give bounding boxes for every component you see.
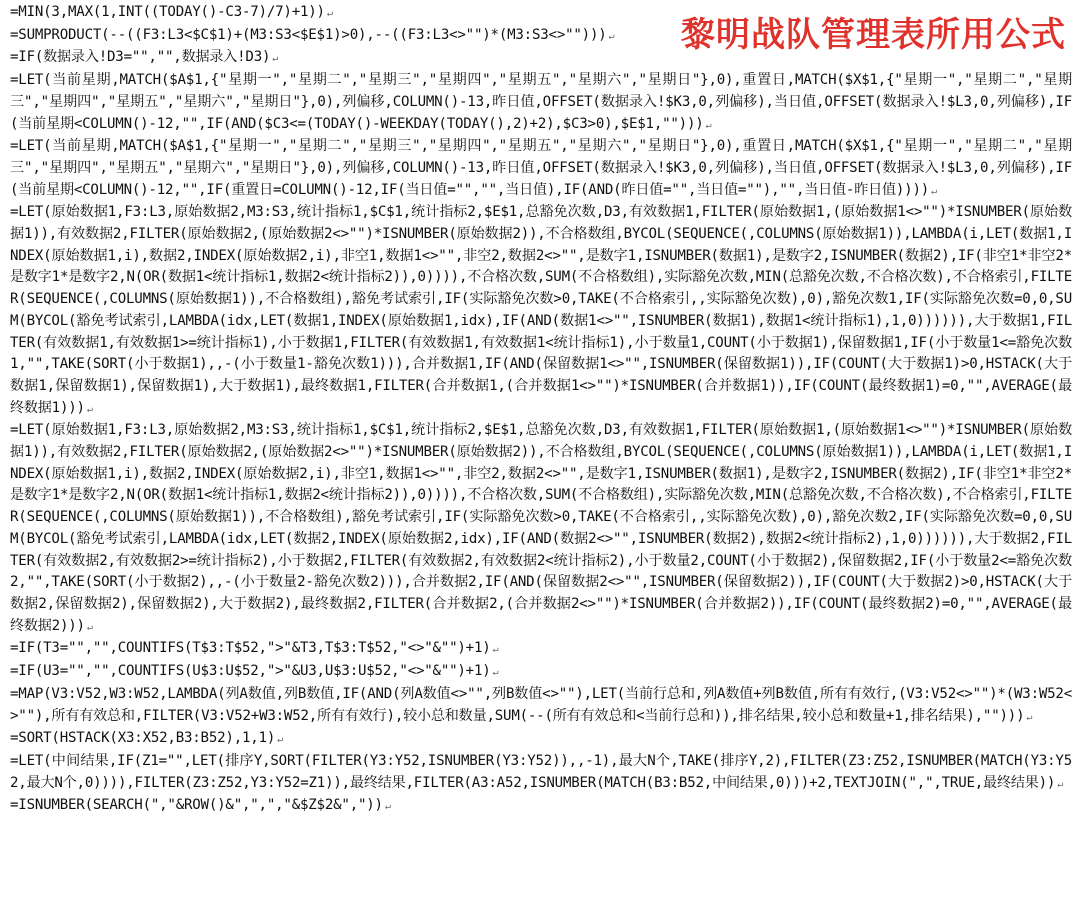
formula-line-6: =LET(原始数据1,F3:L3,原始数据2,M3:S3,统计指标1,$C$1,统计指标2,$E$1,总豁免次数,D3,有效数据1,FILTER(原始数据1,(原始数据1<>"")*ISNUMBER(原始数据1)),有效数据2,FILTER(原始数据2,(原始数据2<>"")*ISNUMBER(原始数据2)),不合格数组,BYCOL(SEQUENCE(,COLUMNS(原始数据1)),LAMBDA(i,LET(数据1,INDEX(原始数据1,i),数据2,INDEX(原始数据2,i),非空1,数据1<>"",非空2,数据2<>"",是数字1,ISNUMBER(数据1),是数字2,ISNUMBER(数据2),IF(非空1*非空2*是数字1*是数字2,N(OR(数据1<统计指标1,数据2<统计指标2)),0)))),不合格次数,SUM(不合格数组),实际豁免次数,MIN(总豁免次数,不合格次数),不合格索引,FILTER(SEQUENCE(,COLUMNS(原始数据1)),不合格数组),豁免考试索引,IF(实际豁免次数>0,TAKE(不合格索引,,实际豁免次数),0),豁免次数1,IF(实际豁免次数=0,0,SUM(BYCOL(豁免考试索引,LAMBDA(idx,LET(数据1,INDEX(原始数据1,idx),IF(AND(数据1<>"",ISNUMBER(数据1),数据1<统计指标1),1,0)))))),大于数据1,FILTER(有效数据1,有效数据1>=统计指标1),小于数据1,FILTER(有效数据1,有效数据1<统计指标1),小于数量1,COUNT(小于数据1),保留数据1,IF(小于数量1<=豁免次数1,"",TAKE(SORT(小于数据1),,-(小于数量1-豁免次数1))),合并数据1,IF(AND(保留数据1<>"",ISNUMBER(保留数据1)),IF(COUNT(大于数据1)>0,HSTACK(大于数据1,保留数据1),保留数据1),大于数据1),最终数据1,FILTER(合并数据1,(合并数据1<>"")*ISNUMBER(合并数据1)),IF(COUNT(最终数据1)=0,"",AVERAGE(最终数据1))) ↵ [10,202,1072,420]
formula-line-5: =LET(当前星期,MATCH($A$1,{"星期一","星期二","星期三","星期四","星期五","星期六","星期日"},0),重置日,MATCH($X$1,{"星期一","星期二","星期三","星期四","星期五","星期六","星期日"},0),列偏移,COLUMN()-13,昨日值,OFFSET(数据录入!$K3,0,列偏移),当日值,OFFSET(数据录入!$L3,0,列偏移),IF(当前星期<COLUMN()-12,"",IF(重置日=COLUMN()-12,IF(当日值="","",当日值),IF(AND(昨日值="",当日值=""),"",当日值-昨日值)))) ↵ [10,136,1072,202]
formula-line-7: =LET(原始数据1,F3:L3,原始数据2,M3:S3,统计指标1,$C$1,统计指标2,$E$1,总豁免次数,D3,有效数据1,FILTER(原始数据1,(原始数据1<>"")*ISNUMBER(原始数据1)),有效数据2,FILTER(原始数据2,(原始数据2<>"")*ISNUMBER(原始数据2)),不合格数组,BYCOL(SEQUENCE(,COLUMNS(原始数据1)),LAMBDA(i,LET(数据1,INDEX(原始数据1,i),数据2,INDEX(原始数据2,i),非空1,数据1<>"",非空2,数据2<>"",是数字1,ISNUMBER(数据1),是数字2,ISNUMBER(数据2),IF(非空1*非空2*是数字1*是数字2,N(OR(数据1<统计指标1,数据2<统计指标2)),0)))),不合格次数,SUM(不合格数组),实际豁免次数,MIN(总豁免次数,不合格次数),不合格索引,FILTER(SEQUENCE(,COLUMNS(原始数据1)),不合格数组),豁免考试索引,IF(实际豁免次数>0,TAKE(不合格索引,,实际豁免次数),0),豁免次数2,IF(实际豁免次数=0,0,SUM(BYCOL(豁免考试索引,LAMBDA(idx,LET(数据2,INDEX(原始数据2,idx),IF(AND(数据2<>"",ISNUMBER(数据2),数据2<统计指标2),1,0)))))),大于数据2,FILTER(有效数据2,有效数据2>=统计指标2),小于数据2,FILTER(有效数据2,有效数据2<统计指标2),小于数量2,COUNT(小于数据2),保留数据2,IF(小于数量2<=豁免次数2,"",TAKE(SORT(小于数据2),,-(小于数量2-豁免次数2))),合并数据2,IF(AND(保留数据2<>"",ISNUMBER(保留数据2)),IF(COUNT(大于数据2)>0,HSTACK(大于数据2,保留数据2),保留数据2),大于数据2),最终数据2,FILTER(合并数据2,(合并数据2<>"")*ISNUMBER(合并数据2)),IF(COUNT(最终数据2)=0,"",AVERAGE(最终数据2))) ↵ [10,420,1072,638]
formula-line-4: =LET(当前星期,MATCH($A$1,{"星期一","星期二","星期三","星期四","星期五","星期六","星期日"},0),重置日,MATCH($X$1,{"星期一","星期二","星期三","星期四","星期五","星期六","星期日"},0),列偏移,COLUMN()-13,昨日值,OFFSET(数据录入!$K3,0,列偏移),当日值,OFFSET(数据录入!$L3,0,列偏移),IF(当前星期<COLUMN()-12,"",IF(AND($C3<=(TODAY()-WEEKDAY(TODAY(),2)+2),$C3>0),$E$1,""))) ↵ [10,70,1072,136]
formula-line-1: =MIN(3,MAX(1,INT((TODAY()-C3-7)/7)+1)) ↵ [10,2,1072,25]
formula-line-2: =SUMPRODUCT(--((F3:L3<$C$1)+(M3:S3<$E$1)>0),--((F3:L3<>"")*(M3:S3<>""))) ↵ [10,25,1072,48]
formula-line-9: =IF(U3="","",COUNTIFS(U$3:U$52,">"&U3,U$3:U$52,"<>"&"")+1) ↵ [10,661,1072,684]
formula-line-10: =MAP(V3:V52,W3:W52,LAMBDA(列A数值,列B数值,IF(AND(列A数值<>"",列B数值<>""),LET(当前行总和,列A数值+列B数值,所有有效行,(V3:V52<>"")*(W3:W52<>""),所有有效总和,FILTER(V3:V52+W3:W52,所有有效行),较小总和数量,SUM(--(所有有效总和<当前行总和)),排名结果,较小总和数量+1,排名结果),""))) ↵ [10,684,1072,728]
formula-line-8: =IF(T3="","",COUNTIFS(T$3:T$52,">"&T3,T$3:T$52,"<>"&"")+1) ↵ [10,638,1072,661]
formula-line-12: =LET(中间结果,IF(Z1="",LET(排序Y,SORT(FILTER(Y3:Y52,ISNUMBER(Y3:Y52)),,-1),最大N个,TAKE(排序Y,2),FILTER(Z3:Z52,ISNUMBER(MATCH(Y3:Y52,最大N个,0)))),FILTER(Z3:Z52,Y3:Y52=Z1)),最终结果,FILTER(A3:A52,ISNUMBER(MATCH(B3:B52,中间结果,0)))+2,TEXTJOIN(",",TRUE,最终结果)) ↵ [10,751,1072,795]
formula-line-13: =ISNUMBER(SEARCH(","&ROW()&",",","&$Z$2&",")) ↵ [10,795,1072,818]
formula-line-3: =IF(数据录入!D3="","",数据录入!D3) ↵ [10,47,1072,70]
formula-document [10,2,1072,914]
document-title: 黎明战队管理表所用公式 [677,14,1070,56]
formula-line-11: =SORT(HSTACK(X3:X52,B3:B52),1,1) ↵ [10,728,1072,751]
